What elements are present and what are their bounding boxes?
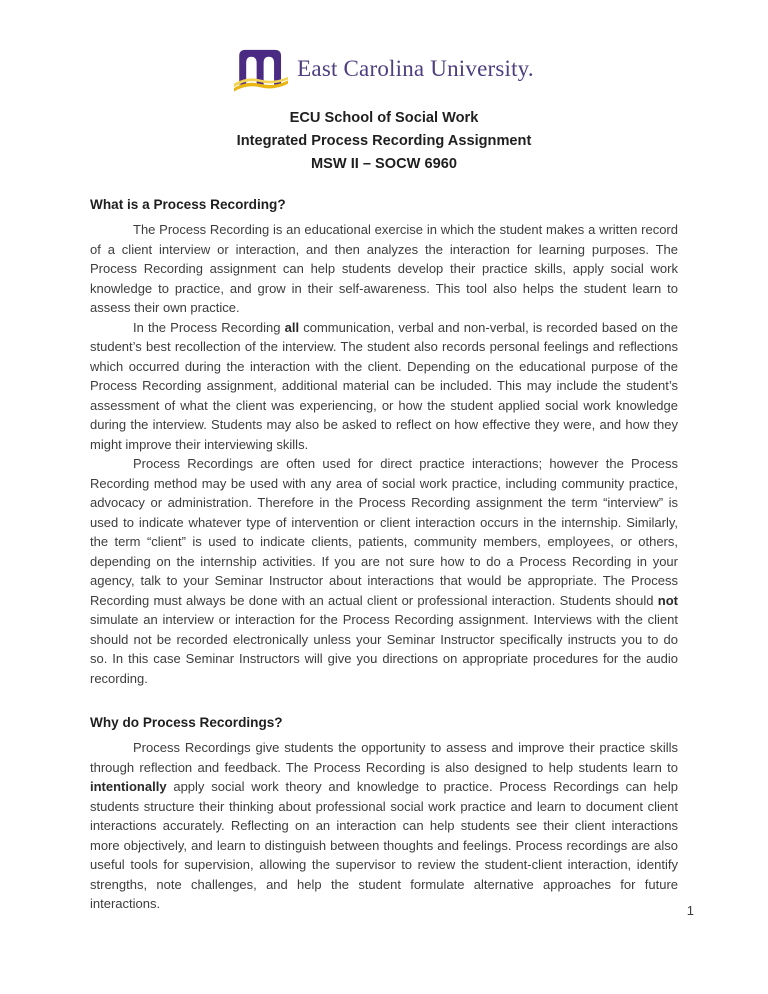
paragraph-text: simulate an interview or interaction for the Process Recording assignment. Interviews with the client should not be recorded electronically unless your Seminar Instructor specifically instructs you to do so. In this case Seminar Instructors will give you directions on appropriate procedures for the audio recording. xyxy=(90,612,678,686)
paragraph-usage-terms xyxy=(90,454,678,688)
section-what-is-a-process-recording xyxy=(90,197,678,688)
paragraph-text: Process Recordings are often used for direct practice interactions; however the Process Recording method may be used with any area of social work practice, including community practice, advocacy or administration. Therefore in the Process Recording assignment the term “interview” is used to indicate whatever type of intervention or client interaction occurs in the internship. Similarly, the term “client” is used to indicate clients, patients, community members, employees, or others, depending on the internship activities. If you are not sure how to do a Process Recording in your agency, talk to your Seminar Instructor about interactions that would be appropriate. The Process Recording must always be done with an actual client or professional interaction. Students should xyxy=(90,456,678,608)
section-heading-what: What is a Process Recording? xyxy=(90,197,286,212)
paragraph-text: apply social work theory and knowledge to practice. Process Recordings can help students structure their thinking about professional social work practice and learn to document client interactions accurately. Reflecting on an interaction can help students see their client interactions more objectively, and learn to distinguish between thoughts and feelings. Process recordings are also useful tools for supervision, allowing the supervisor to review the student-client interaction, identify strengths, note challenges, and help the student formulate alternative approaches for future interactions. xyxy=(90,779,678,911)
bold-emphasis-not: not xyxy=(657,592,678,608)
paragraph-definition xyxy=(90,220,678,318)
title-line-course: MSW II – SOCW 6960 xyxy=(311,156,457,172)
university-logo xyxy=(90,0,678,94)
title-line-assignment: Integrated Process Recording Assignment xyxy=(236,133,532,149)
ecu-cupola-icon xyxy=(234,44,288,94)
paragraph-all-communication xyxy=(90,318,678,455)
bold-emphasis-intentionally: intentionally xyxy=(90,779,167,794)
section-why-do-process-recordings xyxy=(90,715,678,914)
university-name: East Carolina University. xyxy=(297,56,534,81)
page-number: 1 xyxy=(686,903,694,918)
document-title xyxy=(90,107,678,176)
section-heading-why: Why do Process Recordings? xyxy=(90,715,283,730)
title-line-school: ECU School of Social Work xyxy=(289,110,479,126)
paragraph-text: The Process Recording is an educational exercise in which the student makes a written record of a client interview or interaction, and then analyzes the interaction for learning purposes. The Process Recording assignment can help students develop their practice skills, apply social work knowledge to practice, and grow in their self-awareness. This tool also helps the student learn to assess their own practice. xyxy=(90,222,678,315)
paragraph-text: communication, verbal and non-verbal, is recorded based on the student’s best recollection of the interview. The student also records personal feelings and reflections which occurred during the interaction with the client. Depending on the educational purpose of the Process Recording assignment, additional material can be included. This may include the student’s assessment of what the client was experiencing, or how the student applied social work knowledge during the interview. Students may also be asked to reflect on how effective they were, and how they might improve their interviewing skills. xyxy=(90,319,679,452)
bold-emphasis-all: all xyxy=(284,319,300,335)
paragraph-text: Process Recordings give students the opportunity to assess and improve their practice skills through reflection and feedback. The Process Recording is also designed to help students learn to xyxy=(90,740,678,775)
paragraph-text: In the Process Recording xyxy=(133,319,285,335)
paragraph-benefits xyxy=(90,738,678,914)
